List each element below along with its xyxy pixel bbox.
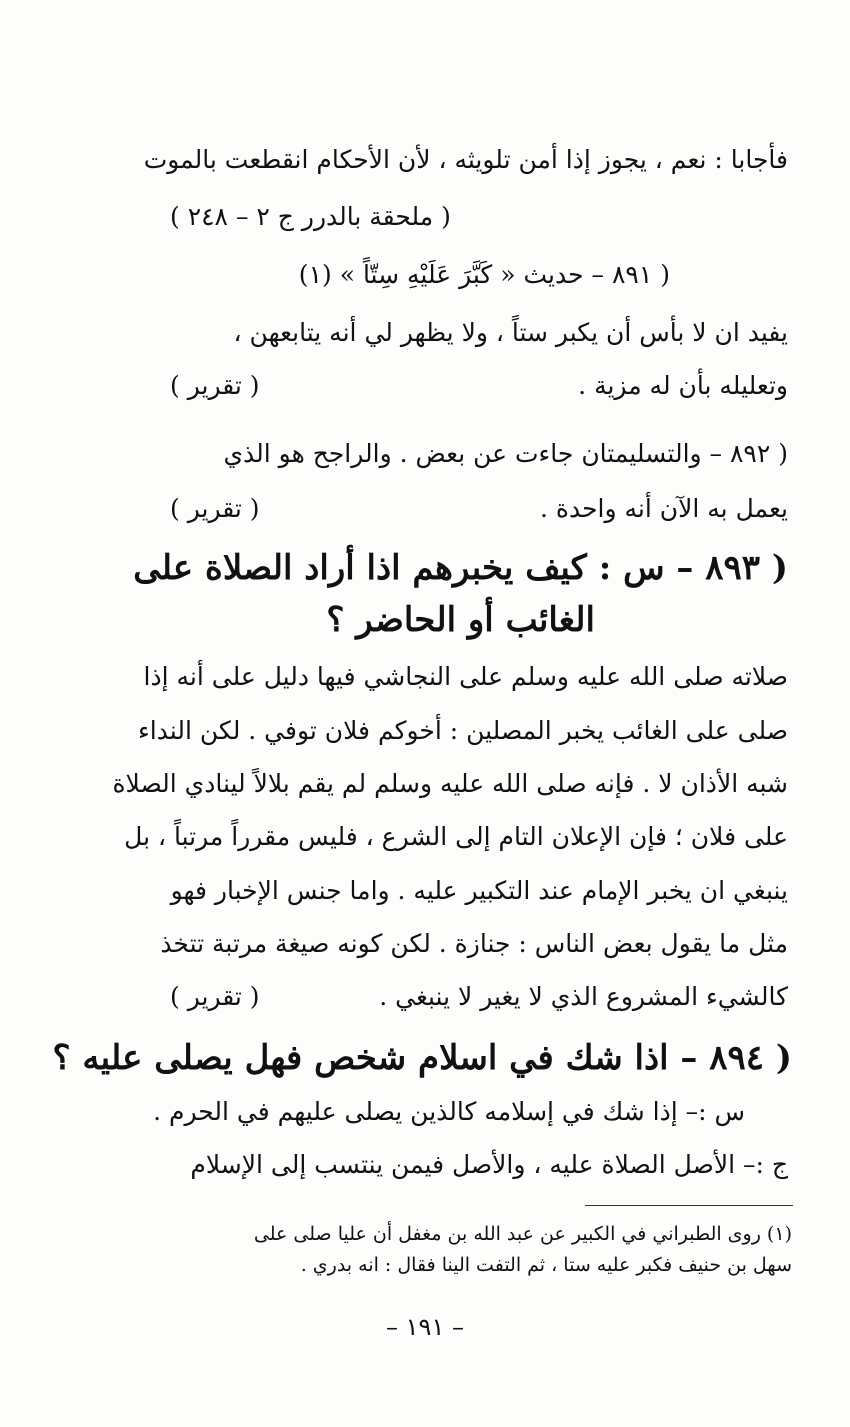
text-line: وتعليله بأن له مزية . <box>578 371 788 400</box>
text-line: ينبغي ان يخبر الإمام عند التكبير عليه . واما جنس الإخبار فهو <box>170 876 788 905</box>
answer-line: ج :– الأصل الصلاة عليه ، والأصل فيمن ينتسب إلى الإسلام <box>190 1150 788 1179</box>
footnote-separator <box>585 1205 793 1206</box>
entry-heading-892: ( ٨٩٢ – والتسليمتان جاءت عن بعض . والراجح هو الذي <box>223 439 788 468</box>
question-line: س :– إذا شك في إسلامه كالذين يصلى عليهم في الحرم . <box>153 1097 745 1126</box>
text-line: شبه الأذان لا . فإنه صلى الله عليه وسلم لم يقم بلالاً لينادي الصلاة <box>112 769 788 798</box>
citation: ( تقرير ) <box>170 371 260 400</box>
text-line: يفيد ان لا بأس أن يكبر ستاً ، ولا يظهر لي أنه يتابعهن ، <box>233 318 788 347</box>
citation: ( تقرير ) <box>170 982 260 1011</box>
section-heading-893-cont: الغائب أو الحاضر ؟ <box>326 600 595 640</box>
text-line: صلى على الغائب يخبر المصلين : أخوكم فلان توفي . لكن النداء <box>137 716 788 745</box>
text-line: على فلان ؛ فإن الإعلان التام إلى الشرع ، فليس مقرراً مرتباً ، بل <box>124 822 788 851</box>
citation: ( تقرير ) <box>170 494 260 523</box>
footnote-line: (١) روى الطبراني في الكبير عن عبد الله بن مغفل أن عليا صلى على <box>253 1223 792 1245</box>
text-line: صلاته صلى الله عليه وسلم على النجاشي فيها دليل على أنه إذا <box>143 662 788 691</box>
text-line: مثل ما يقول بعض الناس : جنازة . لكن كونه صيغة مرتبة تتخذ <box>160 929 788 958</box>
citation: ( ملحقة بالدرر ج ٢ – ٢٤٨ ) <box>170 202 451 231</box>
section-heading-893: ( ٨٩٣ – س : كيف يخبرهم اذا أراد الصلاة على <box>133 548 788 588</box>
entry-heading-891: ( ٨٩١ – حديث « كَبَّرَ عَلَيْهِ سِتّاً » (١) <box>298 260 670 289</box>
section-heading-894: ( ٨٩٤ – اذا شك في اسلام شخص فهل يصلى عليه ؟ <box>52 1038 792 1078</box>
text-line: كالشيء المشروع الذي لا يغير لا ينبغي . <box>379 982 788 1011</box>
footnote-line: سهل بن حنيف فكبر عليه ستا ، ثم التفت الينا فقال : انه بدري . <box>300 1254 792 1276</box>
text-line: يعمل به الآن أنه واحدة . <box>539 494 788 523</box>
text-line: فأجابا : نعم ، يجوز إذا أمن تلويثه ، لأن الأحكام انقطعت بالموت <box>143 145 788 174</box>
page-number: – ١٩١ – <box>386 1313 464 1341</box>
